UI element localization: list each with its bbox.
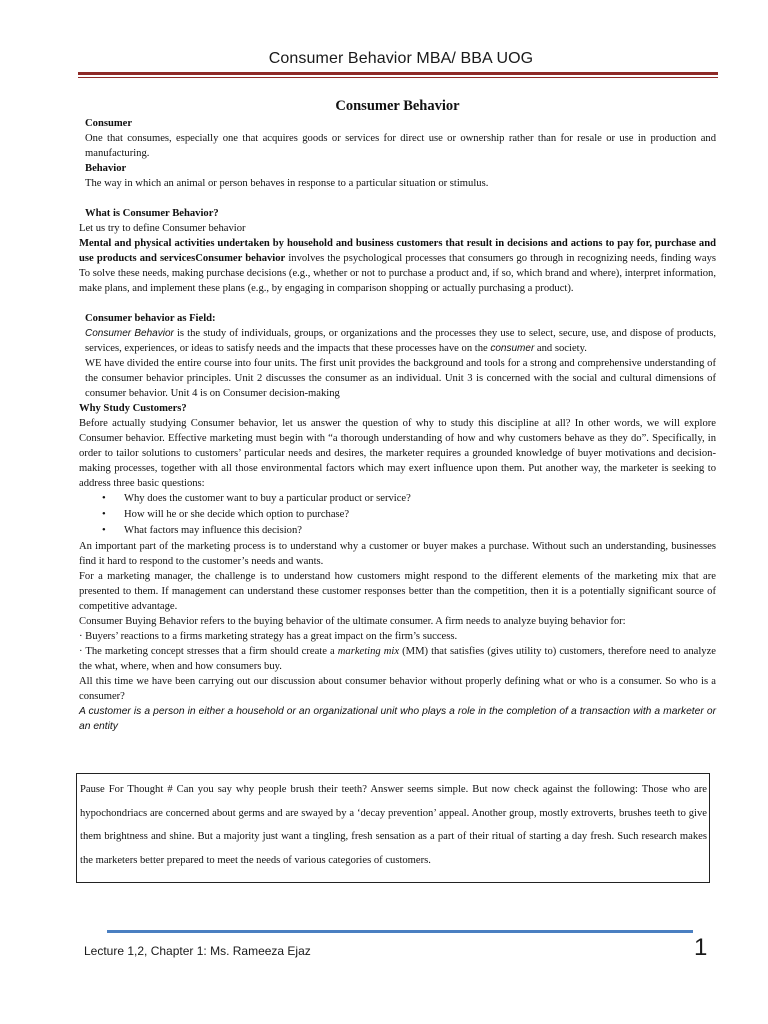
bullet-icon: • [102, 493, 106, 504]
what-bold-definition: Mental and physical activities undertaken by household and business customers that result in decisions and actions to pay for, purchase and use products and servicesConsumer behavior [79, 238, 716, 264]
consumer-definition: One that consumes, especially one that acquires goods or services for direct use or ownership rather than for resale or use in production and manufacturing. [85, 133, 716, 159]
buying-behavior-paragraph: Consumer Buying Behavior refers to the buying behavior of the ultimate consumer. A firm needs to analyze buying behavior for: [79, 616, 626, 627]
why-paragraph: Before actually studying Consumer behavior, let us answer the question of why to study this discipline at all? In other words, we will explore Consumer behavior. Effective marketing must begin with “a thorough understanding of how and why customers behave as they do”. Specifically, in order to tailor solutions to customers’ particular needs and desires, the marketer requires a grounded knowledge of buyer motivations and decision-making processes, together with all those environmental factors which may exert influence upon them. Put another way, the marketer is seeking to address three basic questions: [79, 418, 716, 489]
running-header-title: Consumer Behavior MBA/ BBA UOG [268, 50, 534, 67]
all-time-paragraph: All this time we have been carrying out our discussion about consumer behavior without properly defining what or who is a consumer. So who is a consumer? [79, 676, 716, 702]
marketing-mix-term: marketing mix [337, 646, 400, 657]
field-heading: Consumer behavior as Field: [85, 313, 216, 324]
what-heading: What is Consumer Behavior? [85, 208, 219, 219]
field-text-2: and society. [534, 343, 587, 354]
document-title: Consumer Behavior [335, 98, 460, 114]
list-item: • Why does the customer want to buy a particular product or service? [102, 491, 716, 507]
footer-text: Lecture 1,2, Chapter 1: Ms. Rameeza Ejaz [84, 944, 311, 958]
document-body [79, 96, 716, 734]
manager-paragraph: For a marketing manager, the challenge is to understand how customers might respond to the different elements of the marketing mix that are presented to them. If management can understand these customer responses better than the competition, then it is a potentially significant source of competitive advantage. [79, 571, 716, 612]
bullet-icon: • [102, 525, 106, 536]
field-term: Consumer Behavior [85, 328, 174, 339]
behavior-definition: The way in which an animal or person behaves in response to a particular situation or stimulus. [85, 178, 489, 189]
units-paragraph: WE have divided the entire course into four units. The first unit provides the background and tools for a strong and comprehensive understanding of the consumer behavior principles. Unit 2 discusses the consumer as an individual. Unit 3 is concerned with the social and cultural dimensions of consumer behavior. Unit 4 is on Consumer decision-making [85, 358, 716, 399]
what-paragraph [79, 236, 716, 296]
questions-list [79, 491, 716, 539]
footer-rule [107, 930, 693, 933]
field-consumer: consumer [490, 343, 535, 354]
what-intro: Let us try to define Consumer behavior [79, 223, 246, 234]
list-item: • What factors may influence this decision? [102, 523, 716, 539]
spacer [79, 191, 716, 206]
why-heading: Why Study Customers? [79, 403, 187, 414]
customer-definition: A customer is a person in either a household or an organizational unit who plays a role in the completion of a transaction with a marketer or an entity [79, 706, 716, 732]
behavior-heading: Behavior [85, 163, 127, 174]
point-1: · Buyers’ reactions to a firms marketing strategy has a great impact on the firm’s success. [79, 631, 458, 642]
pause-for-thought-box: Pause For Thought # Can you say why people brush their teeth? Answer seems simple. But now check against the following: Those who are hypochondriacs are concerned about germs and are swayed by a ‘decay prevention’ appeal. Another group, mostly extroverts, brushes teeth to give them brightness and shine. But a majority just want a tingling, fresh sensation as a part of their ritual of starting a day fresh. Such research makes the marketers better prepared to meet the needs of various categories of customers. [76, 773, 710, 883]
what-rest: involves the psychological processes that consumers go through in recognizing needs, finding ways To solve these needs, making purchase decisions (e.g., whether or not to purchase a product and, if so, which brand and where), interpret information, make plans, and implement these plans (e.g., by engaging in comparison shopping or actually purchasing a product). [79, 253, 716, 294]
bullet-icon: • [102, 509, 106, 520]
header-rule-thin [78, 77, 718, 78]
header-rule-thick [78, 72, 718, 75]
consumer-heading: Consumer [85, 118, 133, 129]
important-paragraph: An important part of the marketing process is to understand why a customer or buyer makes a purchase. Without such an understanding, businesses find it hard to respond to the customer’s needs and wants. [79, 541, 716, 567]
field-text-1: is the study of individuals, groups, or organizations and the processes they use to select, secure, use, and dispose of products, services, experiences, or ideas to satisfy needs and the impacts that these processes have on the [85, 328, 717, 354]
spacer [79, 296, 716, 311]
field-paragraph [79, 326, 716, 356]
page-number: 1 [694, 934, 708, 961]
point-2: · The marketing concept stresses that a firm should create a marketing mix (MM) that satisfies (gives utility to) customers, therefore need to analyze the what, where, when and how consumers buy. [79, 646, 716, 672]
list-item: • How will he or she decide which option to purchase? [102, 507, 716, 523]
